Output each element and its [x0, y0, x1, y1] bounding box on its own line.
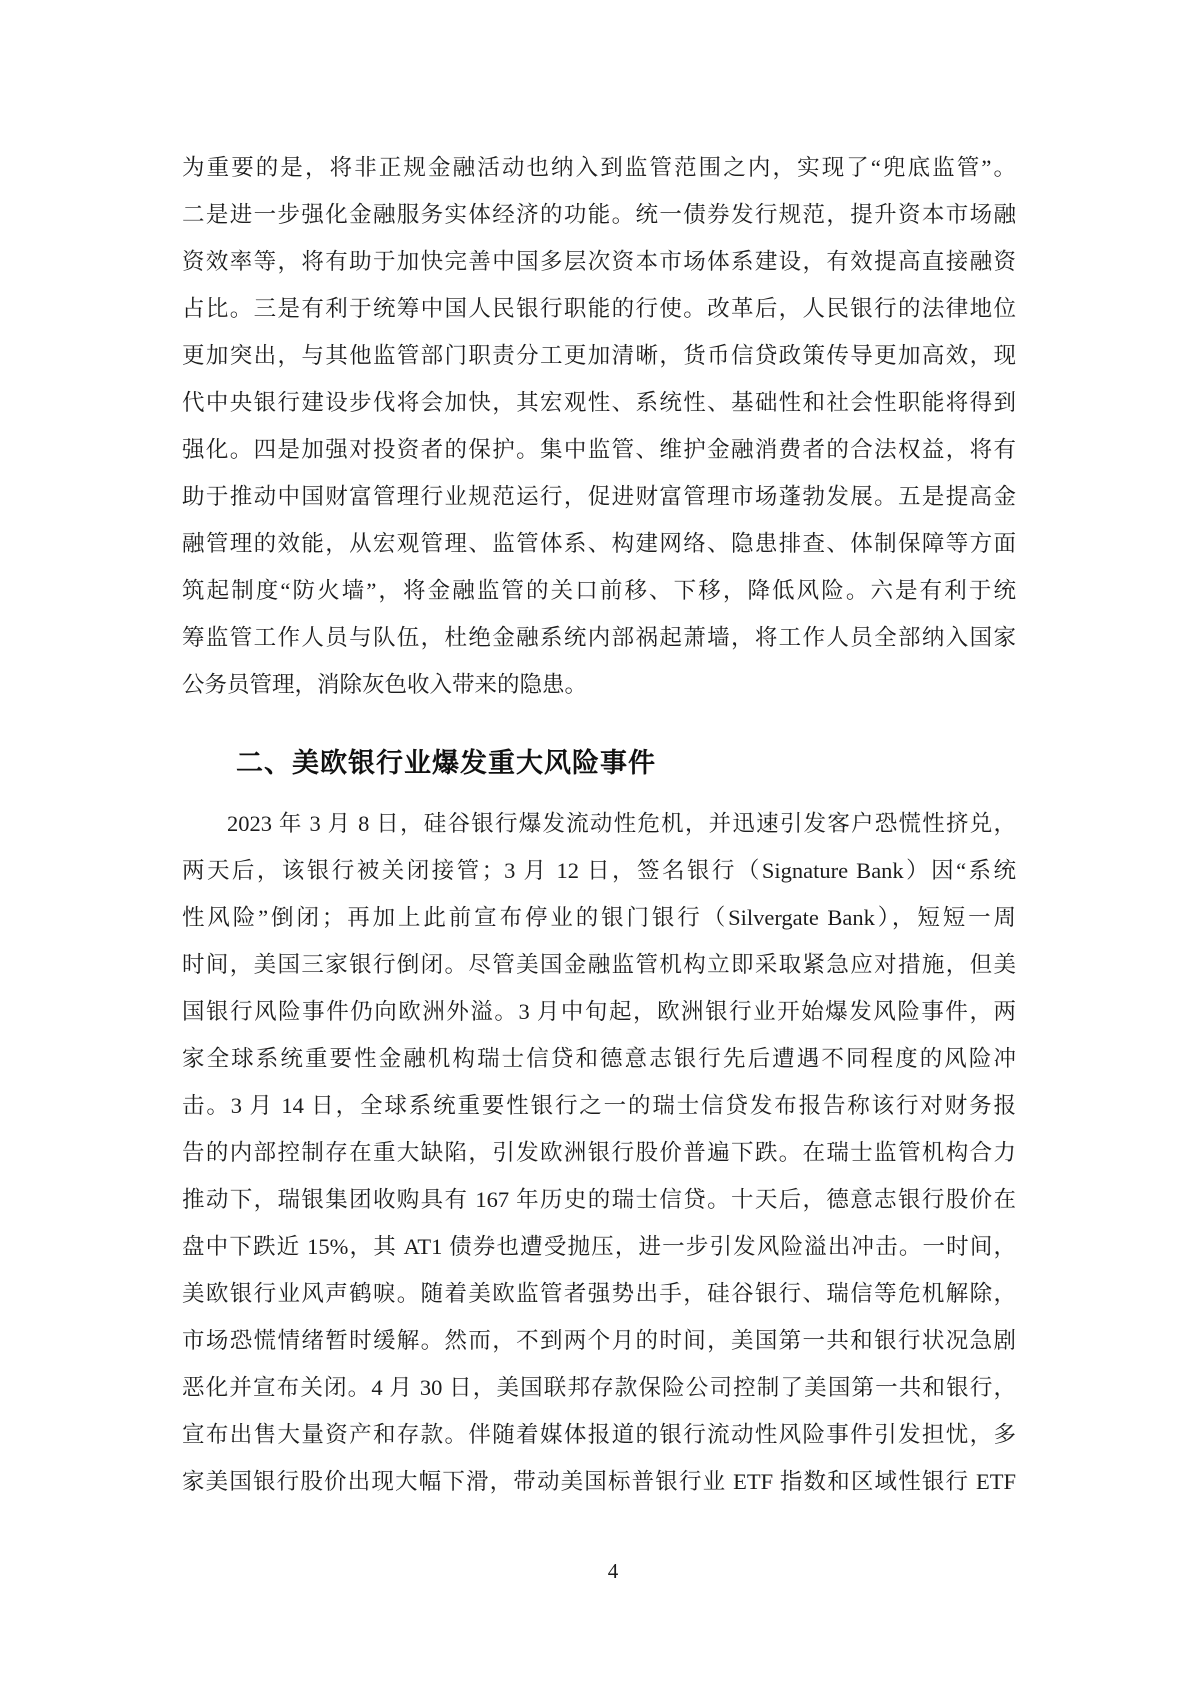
paragraph-line: 为重要的是，将非正规金融活动也纳入到监管范围之内，实现了“兜底监管”。: [182, 155, 1016, 180]
paragraph-line: 公务员管理，消除灰色收入带来的隐患。: [182, 672, 588, 697]
paragraph-line: 更加突出，与其他监管部门职责分工更加清晰，货币信贷政策传导更加高效，现: [182, 343, 1016, 368]
body-paragraph-1: [182, 144, 1016, 708]
paragraph-line: 性风险”倒闭；再加上此前宣布停业的银门银行（Silvergate Bank），短短一周: [182, 905, 1016, 930]
paragraph-line: 家全球系统重要性金融机构瑞士信贷和德意志银行先后遭遇不同程度的风险冲: [182, 1046, 1016, 1071]
paragraph-line: 推动下，瑞银集团收购具有 167 年历史的瑞士信贷。十天后，德意志银行股价在: [182, 1187, 1016, 1212]
paragraph-line: 击。3 月 14 日，全球系统重要性银行之一的瑞士信贷发布报告称该行对财务报: [182, 1093, 1016, 1118]
paragraph-line: 融管理的效能，从宏观管理、监管体系、构建网络、隐患排查、体制保障等方面: [182, 531, 1016, 556]
paragraph-line: 宣布出售大量资产和存款。伴随着媒体报道的银行流动性风险事件引发担忧，多: [182, 1422, 1016, 1447]
paragraph-line: 告的内部控制存在重大缺陷，引发欧洲银行股价普遍下跌。在瑞士监管机构合力: [182, 1140, 1016, 1165]
section-heading: 二、美欧银行业爆发重大风险事件: [236, 748, 656, 779]
paragraph-line: 二是进一步强化金融服务实体经济的功能。统一债券发行规范，提升资本市场融: [182, 202, 1016, 227]
paragraph-line: 2023 年 3 月 8 日，硅谷银行爆发流动性危机，并迅速引发客户恐慌性挤兑，: [227, 811, 1016, 836]
paragraph-line: 两天后，该银行被关闭接管；3 月 12 日，签名银行（Signature Bank）因“系统: [182, 858, 1016, 883]
body-paragraph-2: [182, 800, 1016, 1505]
paragraph-line: 国银行风险事件仍向欧洲外溢。3 月中旬起，欧洲银行业开始爆发风险事件，两: [182, 999, 1016, 1024]
paragraph-line: 时间，美国三家银行倒闭。尽管美国金融监管机构立即采取紧急应对措施，但美: [182, 952, 1016, 977]
paragraph-line: 美欧银行业风声鹤唳。随着美欧监管者强势出手，硅谷银行、瑞信等危机解除，: [182, 1281, 1016, 1306]
paragraph-line: 筹监管工作人员与队伍，杜绝金融系统内部祸起萧墙，将工作人员全部纳入国家: [182, 625, 1016, 650]
page-number: 4: [607, 1559, 619, 1583]
paragraph-line: 盘中下跌近 15%，其 AT1 债券也遭受抛压，进一步引发风险溢出冲击。一时间，: [182, 1234, 1016, 1259]
paragraph-line: 助于推动中国财富管理行业规范运行，促进财富管理市场蓬勃发展。五是提高金: [182, 484, 1016, 509]
paragraph-line: 家美国银行股价出现大幅下滑，带动美国标普银行业 ETF 指数和区域性银行 ETF: [182, 1469, 1016, 1494]
paragraph-line: 筑起制度“防火墙”，将金融监管的关口前移、下移，降低风险。六是有利于统: [182, 578, 1016, 603]
paragraph-line: 恶化并宣布关闭。4 月 30 日，美国联邦存款保险公司控制了美国第一共和银行，: [182, 1375, 1016, 1400]
paragraph-line: 强化。四是加强对投资者的保护。集中监管、维护金融消费者的合法权益，将有: [182, 437, 1016, 462]
paragraph-line: 占比。三是有利于统筹中国人民银行职能的行使。改革后，人民银行的法律地位: [182, 296, 1016, 321]
paragraph-line: 代中央银行建设步伐将会加快，其宏观性、系统性、基础性和社会性职能将得到: [182, 390, 1016, 415]
paragraph-line: 市场恐慌情绪暂时缓解。然而，不到两个月的时间，美国第一共和银行状况急剧: [182, 1328, 1016, 1353]
paragraph-line: 资效率等，将有助于加快完善中国多层次资本市场体系建设，有效提高直接融资: [182, 249, 1016, 274]
